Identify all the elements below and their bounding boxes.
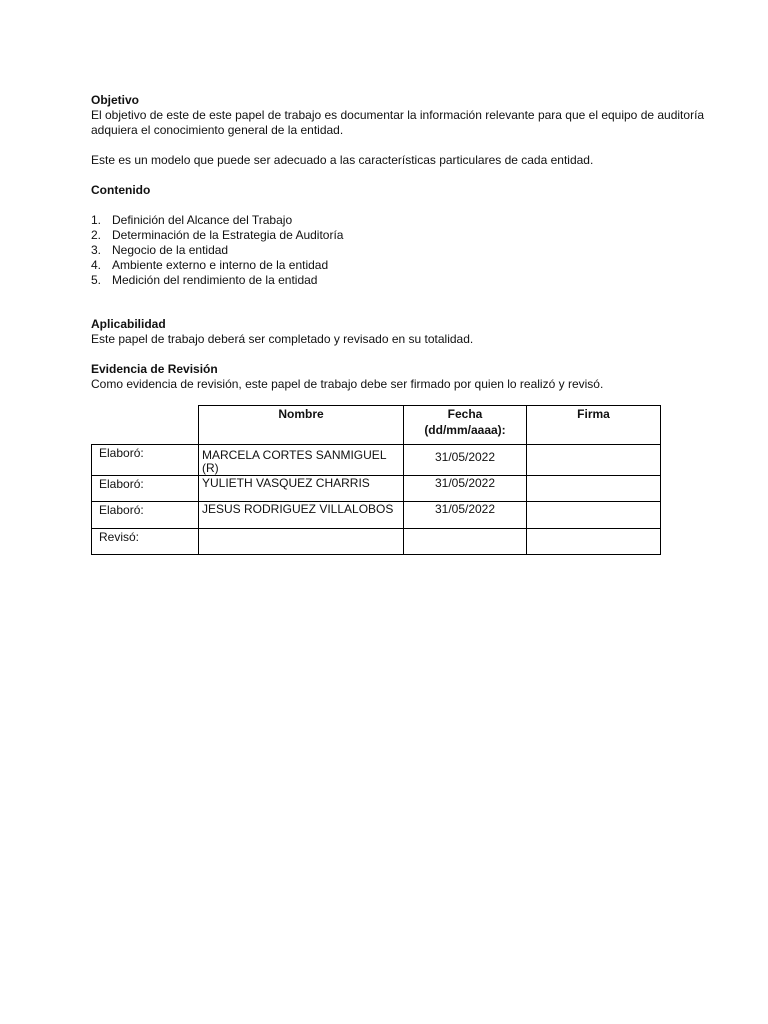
aplicabilidad-heading: Aplicabilidad [91, 317, 166, 331]
document-body [91, 93, 741, 392]
objetivo-heading: Objetivo [91, 93, 140, 107]
role-cell: Elaboró: [92, 476, 199, 502]
table-row [92, 476, 661, 502]
list-item-number: 3. [91, 243, 102, 257]
signature-cell[interactable] [527, 476, 661, 502]
list-item [91, 258, 741, 273]
table-header-row [92, 406, 661, 445]
date-cell: 31/05/2022 [404, 445, 527, 476]
list-item-label: Negocio de la entidad [112, 243, 229, 257]
table-row [92, 502, 661, 529]
aplicabilidad-text: Este papel de trabajo deberá ser completado y revisado en su totalidad. [91, 332, 474, 346]
objetivo-note: Este es un modelo que puede ser adecuado a las características particulares de cada entidad. [91, 153, 594, 167]
list-item-label: Definición del Alcance del Trabajo [112, 213, 293, 227]
list-item [91, 243, 741, 258]
name-cell: JESUS RODRIGUEZ VILLALOBOS [199, 502, 404, 529]
revision-table [91, 405, 661, 555]
list-item [91, 213, 741, 228]
signature-cell[interactable] [527, 445, 661, 476]
list-item-number: 5. [91, 273, 102, 287]
firma-header: Firma [527, 406, 661, 445]
list-item-label: Determinación de la Estrategia de Auditoría [112, 228, 344, 242]
fecha-header [404, 406, 527, 445]
objetivo-text-line2: adquiera el conocimiento general de la entidad. [91, 123, 344, 137]
date-cell: 31/05/2022 [404, 476, 527, 502]
list-item-label: Ambiente externo e interno de la entidad [112, 258, 329, 272]
date-cell[interactable] [404, 529, 527, 555]
fecha-format-label: (dd/mm/aaaa): [424, 423, 506, 437]
table-row [92, 445, 661, 476]
list-item-number: 4. [91, 258, 102, 272]
signature-cell[interactable] [527, 502, 661, 529]
fecha-header-label: Fecha [447, 407, 483, 421]
role-cell: Elaboró: [92, 502, 199, 529]
objetivo-text-line1: El objetivo de este de este papel de trabajo es documentar la información relevante para que el equipo de auditoría [91, 108, 705, 122]
list-item [91, 273, 741, 288]
list-item-label: Medición del rendimiento de la entidad [112, 273, 318, 287]
list-item-number: 2. [91, 228, 102, 242]
table-row [92, 529, 661, 555]
name-cell [199, 445, 404, 476]
role-cell: Elaboró: [92, 445, 199, 476]
nombre-header: Nombre [199, 406, 404, 445]
date-cell: 31/05/2022 [404, 502, 527, 529]
evidencia-text: Como evidencia de revisión, este papel de trabajo debe ser firmado por quien lo realizó y revisó. [91, 377, 604, 391]
name-cell[interactable] [199, 529, 404, 555]
name-cell: YULIETH VASQUEZ CHARRIS [199, 476, 404, 502]
contenido-list [91, 213, 741, 288]
list-item [91, 228, 741, 243]
evidencia-heading: Evidencia de Revisión [91, 362, 218, 376]
role-cell: Revisó: [92, 529, 199, 555]
list-item-number: 1. [91, 213, 102, 227]
name-line: (R) [202, 461, 219, 475]
signature-cell[interactable] [527, 529, 661, 555]
name-line: MARCELA CORTES SANMIGUEL [202, 448, 387, 462]
contenido-heading: Contenido [91, 183, 151, 197]
table-corner-cell [92, 406, 199, 445]
